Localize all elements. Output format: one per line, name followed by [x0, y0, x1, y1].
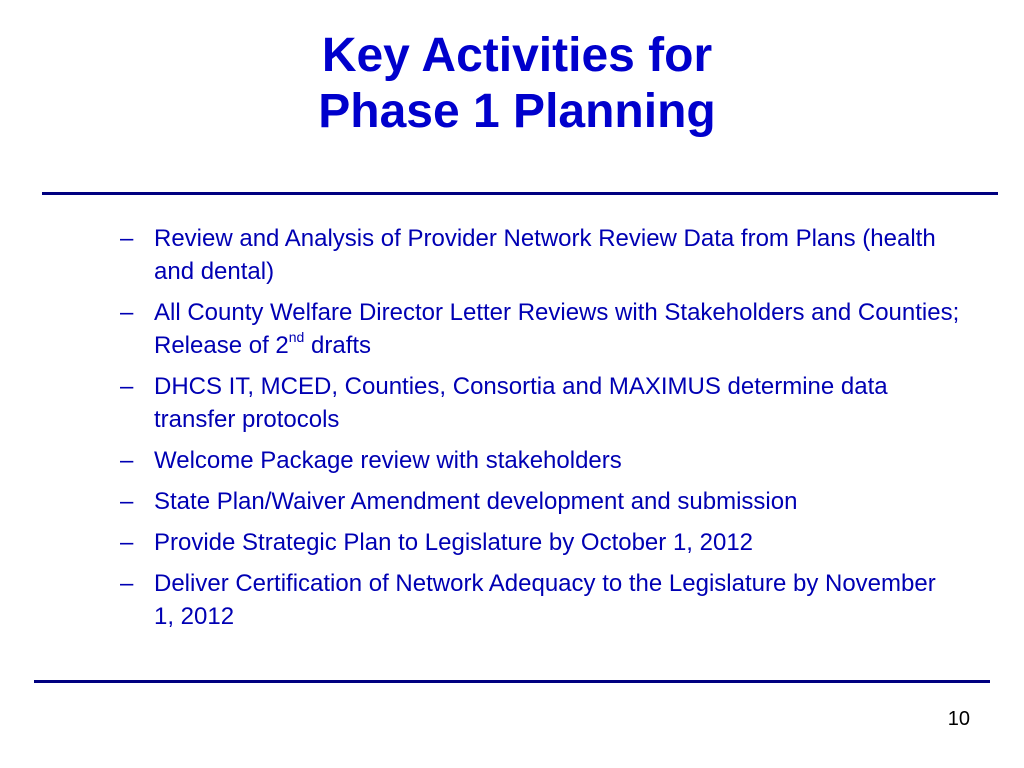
dash-marker: – — [120, 225, 134, 252]
bullet-text: State Plan/Waiver Amendment development and submission — [154, 488, 798, 515]
top-divider — [42, 192, 998, 195]
bullet-text: Provide Strategic Plan to Legislature by October 1, 2012 — [154, 529, 754, 556]
page-number: 10 — [947, 708, 970, 730]
bullet-text: Review and Analysis of Provider Network Review Data from Plans (health and dental) — [154, 225, 936, 285]
dash-marker: – — [120, 488, 134, 515]
bullet-text: All County Welfare Director Letter Reviews with Stakeholders and Counties; Release of 2 — [154, 299, 960, 359]
ordinal-superscript: nd — [288, 329, 305, 345]
dash-marker: – — [120, 447, 134, 474]
bullet-text: DHCS IT, MCED, Counties, Consortia and MAXIMUS determine data transfer protocols — [154, 373, 888, 433]
dash-marker: – — [120, 299, 134, 326]
title-line-2: Phase 1 Planning — [318, 85, 716, 138]
list-item — [120, 444, 960, 477]
dash-marker: – — [120, 373, 134, 400]
list-item — [120, 370, 960, 436]
bullet-text: Welcome Package review with stakeholders — [154, 447, 622, 474]
list-item — [120, 485, 960, 518]
list-item — [120, 526, 960, 559]
list-item — [120, 296, 960, 362]
title-line-1: Key Activities for — [321, 29, 713, 82]
list-item — [120, 222, 960, 288]
dash-marker: – — [120, 529, 134, 556]
dash-marker: – — [120, 570, 134, 597]
bullet-text-tail: drafts — [304, 332, 372, 359]
slide-title — [0, 28, 1024, 140]
bullet-list — [120, 222, 960, 641]
bottom-divider — [34, 680, 990, 683]
list-item — [120, 567, 960, 633]
bullet-text: Deliver Certification of Network Adequacy to the Legislature by November 1, 2012 — [154, 570, 936, 630]
